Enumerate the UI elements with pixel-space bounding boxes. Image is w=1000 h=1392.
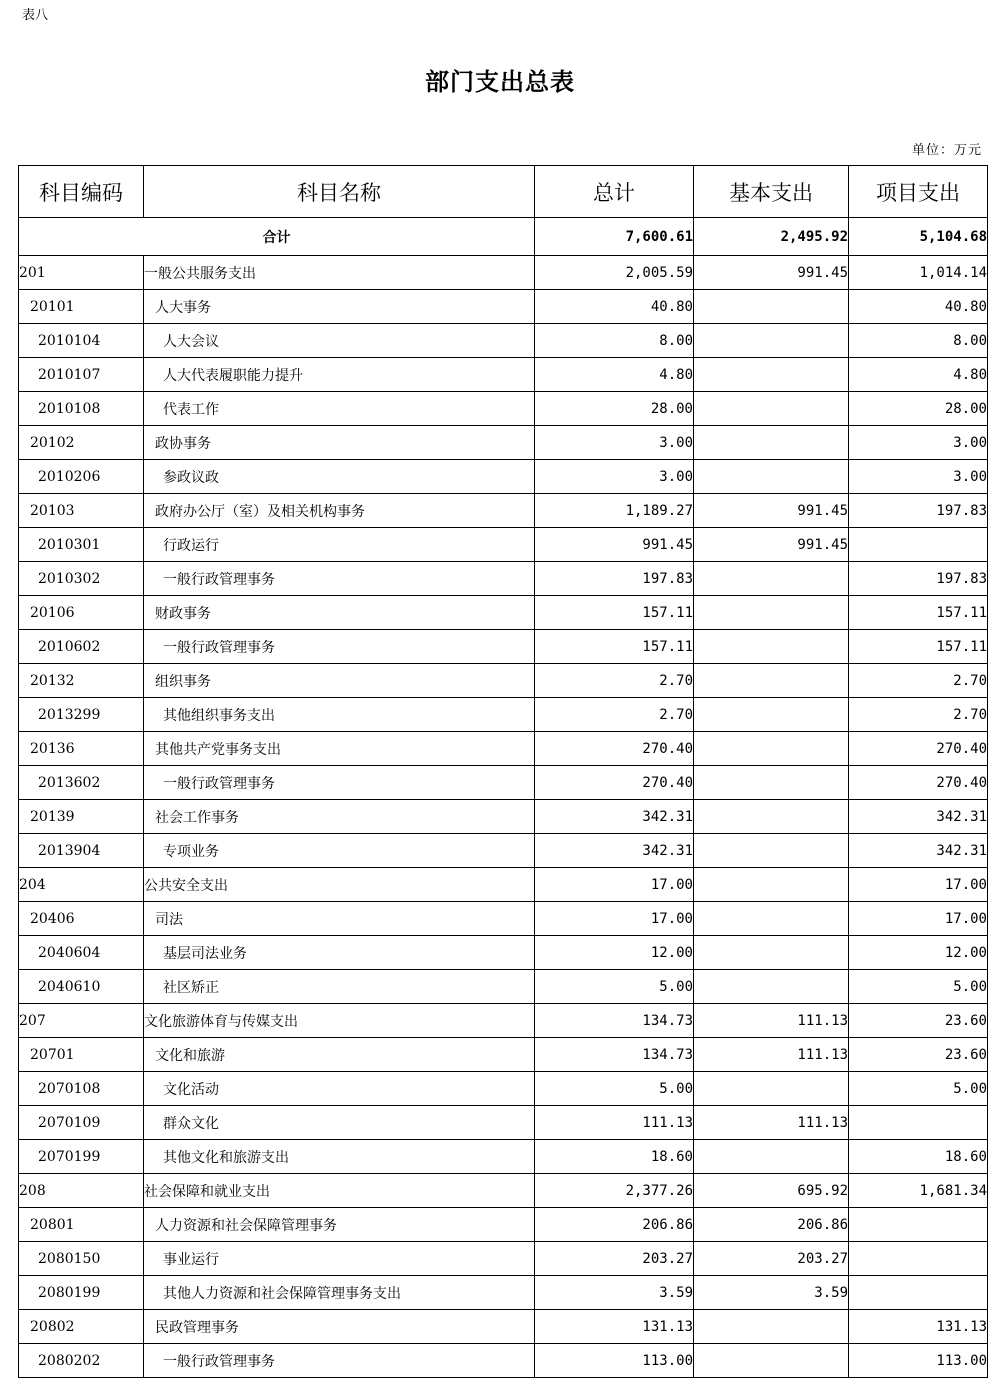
row-total: 2.70 bbox=[535, 698, 694, 732]
row-code: 2040604 bbox=[19, 936, 144, 970]
row-basic bbox=[694, 902, 849, 936]
row-code: 20406 bbox=[19, 902, 144, 936]
row-code: 201 bbox=[19, 256, 144, 290]
row-total: 5.00 bbox=[535, 970, 694, 1004]
row-basic bbox=[694, 766, 849, 800]
row-project: 3.00 bbox=[849, 460, 988, 494]
total-project: 5,104.68 bbox=[849, 218, 988, 256]
row-basic bbox=[694, 460, 849, 494]
row-total: 40.80 bbox=[535, 290, 694, 324]
row-name: 人大代表履职能力提升 bbox=[144, 358, 535, 392]
row-project: 18.60 bbox=[849, 1140, 988, 1174]
total-row bbox=[19, 218, 988, 256]
row-total: 111.13 bbox=[535, 1106, 694, 1140]
row-basic bbox=[694, 868, 849, 902]
table-row bbox=[19, 426, 988, 460]
row-total: 113.00 bbox=[535, 1344, 694, 1378]
row-code: 20801 bbox=[19, 1208, 144, 1242]
row-name: 其他组织事务支出 bbox=[144, 698, 535, 732]
row-project: 17.00 bbox=[849, 902, 988, 936]
row-code: 208 bbox=[19, 1174, 144, 1208]
row-code: 2080150 bbox=[19, 1242, 144, 1276]
table-row bbox=[19, 868, 988, 902]
row-total: 2.70 bbox=[535, 664, 694, 698]
header-total: 总计 bbox=[535, 166, 694, 218]
row-total: 203.27 bbox=[535, 1242, 694, 1276]
row-code: 2010206 bbox=[19, 460, 144, 494]
row-total: 8.00 bbox=[535, 324, 694, 358]
row-total: 17.00 bbox=[535, 868, 694, 902]
row-code: 2010108 bbox=[19, 392, 144, 426]
row-total: 28.00 bbox=[535, 392, 694, 426]
row-total: 2,005.59 bbox=[535, 256, 694, 290]
row-basic bbox=[694, 800, 849, 834]
row-basic bbox=[694, 1344, 849, 1378]
table-row bbox=[19, 1140, 988, 1174]
row-basic bbox=[694, 732, 849, 766]
row-code: 2040610 bbox=[19, 970, 144, 1004]
page-title: 部门支出总表 bbox=[425, 67, 575, 96]
total-sum: 7,600.61 bbox=[535, 218, 694, 256]
row-basic: 111.13 bbox=[694, 1038, 849, 1072]
row-basic: 991.45 bbox=[694, 494, 849, 528]
table-row bbox=[19, 1208, 988, 1242]
table-row bbox=[19, 800, 988, 834]
row-code: 20103 bbox=[19, 494, 144, 528]
row-project: 157.11 bbox=[849, 596, 988, 630]
row-total: 4.80 bbox=[535, 358, 694, 392]
row-name: 人大会议 bbox=[144, 324, 535, 358]
row-code: 2080199 bbox=[19, 1276, 144, 1310]
row-name: 文化活动 bbox=[144, 1072, 535, 1106]
row-project: 40.80 bbox=[849, 290, 988, 324]
table-row bbox=[19, 1174, 988, 1208]
row-project: 2.70 bbox=[849, 698, 988, 732]
table-row bbox=[19, 1242, 988, 1276]
row-name: 一般行政管理事务 bbox=[144, 766, 535, 800]
row-total: 134.73 bbox=[535, 1038, 694, 1072]
table-row bbox=[19, 528, 988, 562]
row-basic: 3.59 bbox=[694, 1276, 849, 1310]
row-project: 23.60 bbox=[849, 1004, 988, 1038]
table-row bbox=[19, 596, 988, 630]
row-name: 参政议政 bbox=[144, 460, 535, 494]
header-project: 项目支出 bbox=[849, 166, 988, 218]
table-row bbox=[19, 834, 988, 868]
row-project: 131.13 bbox=[849, 1310, 988, 1344]
row-basic bbox=[694, 1072, 849, 1106]
row-name: 一般行政管理事务 bbox=[144, 562, 535, 596]
row-code: 20802 bbox=[19, 1310, 144, 1344]
table-row bbox=[19, 562, 988, 596]
row-name: 一般行政管理事务 bbox=[144, 630, 535, 664]
row-code: 2010301 bbox=[19, 528, 144, 562]
row-code: 20139 bbox=[19, 800, 144, 834]
header-basic: 基本支出 bbox=[694, 166, 849, 218]
table-row bbox=[19, 290, 988, 324]
row-project: 197.83 bbox=[849, 562, 988, 596]
row-name: 人大事务 bbox=[144, 290, 535, 324]
row-basic bbox=[694, 1140, 849, 1174]
row-basic bbox=[694, 324, 849, 358]
row-project: 270.40 bbox=[849, 766, 988, 800]
row-code: 2070109 bbox=[19, 1106, 144, 1140]
row-project: 2.70 bbox=[849, 664, 988, 698]
row-name: 群众文化 bbox=[144, 1106, 535, 1140]
row-code: 2010602 bbox=[19, 630, 144, 664]
row-project: 157.11 bbox=[849, 630, 988, 664]
row-total: 270.40 bbox=[535, 766, 694, 800]
row-name: 政府办公厅（室）及相关机构事务 bbox=[144, 494, 535, 528]
row-basic bbox=[694, 358, 849, 392]
row-code: 20101 bbox=[19, 290, 144, 324]
row-basic bbox=[694, 392, 849, 426]
expenditure-table bbox=[18, 165, 988, 1378]
row-total: 5.00 bbox=[535, 1072, 694, 1106]
row-total: 2,377.26 bbox=[535, 1174, 694, 1208]
row-project: 28.00 bbox=[849, 392, 988, 426]
row-name: 组织事务 bbox=[144, 664, 535, 698]
row-project bbox=[849, 1276, 988, 1310]
header-code: 科目编码 bbox=[19, 166, 144, 218]
row-total: 134.73 bbox=[535, 1004, 694, 1038]
row-code: 2010302 bbox=[19, 562, 144, 596]
table-row bbox=[19, 1038, 988, 1072]
row-total: 206.86 bbox=[535, 1208, 694, 1242]
row-name: 其他文化和旅游支出 bbox=[144, 1140, 535, 1174]
table-row bbox=[19, 732, 988, 766]
table-row bbox=[19, 630, 988, 664]
row-basic bbox=[694, 834, 849, 868]
table-row bbox=[19, 970, 988, 1004]
row-project: 342.31 bbox=[849, 800, 988, 834]
row-code: 2013602 bbox=[19, 766, 144, 800]
row-basic bbox=[694, 970, 849, 1004]
table-row bbox=[19, 936, 988, 970]
row-basic bbox=[694, 630, 849, 664]
row-project: 1,681.34 bbox=[849, 1174, 988, 1208]
table-row bbox=[19, 664, 988, 698]
row-project: 12.00 bbox=[849, 936, 988, 970]
total-label: 合计 bbox=[19, 218, 535, 256]
table-row bbox=[19, 494, 988, 528]
row-project bbox=[849, 528, 988, 562]
row-project: 17.00 bbox=[849, 868, 988, 902]
row-name: 一般公共服务支出 bbox=[144, 256, 535, 290]
row-name: 其他共产党事务支出 bbox=[144, 732, 535, 766]
total-basic: 2,495.92 bbox=[694, 218, 849, 256]
row-total: 270.40 bbox=[535, 732, 694, 766]
row-code: 20701 bbox=[19, 1038, 144, 1072]
row-code: 2080202 bbox=[19, 1344, 144, 1378]
row-basic: 695.92 bbox=[694, 1174, 849, 1208]
row-project: 342.31 bbox=[849, 834, 988, 868]
row-project: 5.00 bbox=[849, 1072, 988, 1106]
header-name: 科目名称 bbox=[144, 166, 535, 218]
row-project: 5.00 bbox=[849, 970, 988, 1004]
row-project: 197.83 bbox=[849, 494, 988, 528]
row-total: 342.31 bbox=[535, 800, 694, 834]
row-basic bbox=[694, 936, 849, 970]
row-basic bbox=[694, 1310, 849, 1344]
row-name: 一般行政管理事务 bbox=[144, 1344, 535, 1378]
row-project: 1,014.14 bbox=[849, 256, 988, 290]
table-number-label: 表八 bbox=[22, 8, 49, 23]
row-project: 8.00 bbox=[849, 324, 988, 358]
row-project bbox=[849, 1106, 988, 1140]
row-total: 3.00 bbox=[535, 426, 694, 460]
row-basic: 203.27 bbox=[694, 1242, 849, 1276]
row-name: 财政事务 bbox=[144, 596, 535, 630]
row-name: 司法 bbox=[144, 902, 535, 936]
row-name: 社会工作事务 bbox=[144, 800, 535, 834]
row-total: 1,189.27 bbox=[535, 494, 694, 528]
table-row bbox=[19, 766, 988, 800]
table-row bbox=[19, 698, 988, 732]
row-basic: 206.86 bbox=[694, 1208, 849, 1242]
row-code: 2010104 bbox=[19, 324, 144, 358]
row-name: 社区矫正 bbox=[144, 970, 535, 1004]
row-total: 157.11 bbox=[535, 630, 694, 664]
table-row bbox=[19, 1276, 988, 1310]
row-name: 专项业务 bbox=[144, 834, 535, 868]
table-row bbox=[19, 256, 988, 290]
row-basic: 111.13 bbox=[694, 1106, 849, 1140]
row-project bbox=[849, 1208, 988, 1242]
row-name: 公共安全支出 bbox=[144, 868, 535, 902]
row-project: 113.00 bbox=[849, 1344, 988, 1378]
row-name: 事业运行 bbox=[144, 1242, 535, 1276]
row-code: 207 bbox=[19, 1004, 144, 1038]
table-row bbox=[19, 392, 988, 426]
row-name: 人力资源和社会保障管理事务 bbox=[144, 1208, 535, 1242]
row-total: 131.13 bbox=[535, 1310, 694, 1344]
row-code: 20102 bbox=[19, 426, 144, 460]
row-total: 157.11 bbox=[535, 596, 694, 630]
row-name: 代表工作 bbox=[144, 392, 535, 426]
table-row bbox=[19, 1072, 988, 1106]
table-row bbox=[19, 1106, 988, 1140]
row-basic: 111.13 bbox=[694, 1004, 849, 1038]
table-row bbox=[19, 1004, 988, 1038]
row-code: 204 bbox=[19, 868, 144, 902]
row-code: 2013904 bbox=[19, 834, 144, 868]
row-code: 20106 bbox=[19, 596, 144, 630]
row-code: 2010107 bbox=[19, 358, 144, 392]
row-code: 2070199 bbox=[19, 1140, 144, 1174]
row-total: 18.60 bbox=[535, 1140, 694, 1174]
row-total: 197.83 bbox=[535, 562, 694, 596]
row-basic bbox=[694, 664, 849, 698]
row-name: 文化和旅游 bbox=[144, 1038, 535, 1072]
table-row bbox=[19, 1310, 988, 1344]
row-basic bbox=[694, 698, 849, 732]
table-row bbox=[19, 460, 988, 494]
row-basic: 991.45 bbox=[694, 528, 849, 562]
row-total: 12.00 bbox=[535, 936, 694, 970]
row-code: 20132 bbox=[19, 664, 144, 698]
row-code: 2070108 bbox=[19, 1072, 144, 1106]
row-total: 3.00 bbox=[535, 460, 694, 494]
row-basic bbox=[694, 596, 849, 630]
table-row bbox=[19, 1344, 988, 1378]
row-total: 342.31 bbox=[535, 834, 694, 868]
header-row bbox=[19, 166, 988, 218]
row-name: 社会保障和就业支出 bbox=[144, 1174, 535, 1208]
row-project: 3.00 bbox=[849, 426, 988, 460]
row-basic bbox=[694, 290, 849, 324]
table-row bbox=[19, 358, 988, 392]
table-row bbox=[19, 902, 988, 936]
row-total: 3.59 bbox=[535, 1276, 694, 1310]
row-basic bbox=[694, 562, 849, 596]
row-name: 其他人力资源和社会保障管理事务支出 bbox=[144, 1276, 535, 1310]
row-name: 民政管理事务 bbox=[144, 1310, 535, 1344]
row-name: 文化旅游体育与传媒支出 bbox=[144, 1004, 535, 1038]
row-project: 23.60 bbox=[849, 1038, 988, 1072]
row-project: 4.80 bbox=[849, 358, 988, 392]
unit-label: 单位：万元 bbox=[911, 143, 982, 158]
row-name: 政协事务 bbox=[144, 426, 535, 460]
row-code: 20136 bbox=[19, 732, 144, 766]
row-project: 270.40 bbox=[849, 732, 988, 766]
row-total: 17.00 bbox=[535, 902, 694, 936]
row-total: 991.45 bbox=[535, 528, 694, 562]
row-basic bbox=[694, 426, 849, 460]
row-basic: 991.45 bbox=[694, 256, 849, 290]
row-name: 基层司法业务 bbox=[144, 936, 535, 970]
table-row bbox=[19, 324, 988, 358]
row-name: 行政运行 bbox=[144, 528, 535, 562]
row-project bbox=[849, 1242, 988, 1276]
row-code: 2013299 bbox=[19, 698, 144, 732]
